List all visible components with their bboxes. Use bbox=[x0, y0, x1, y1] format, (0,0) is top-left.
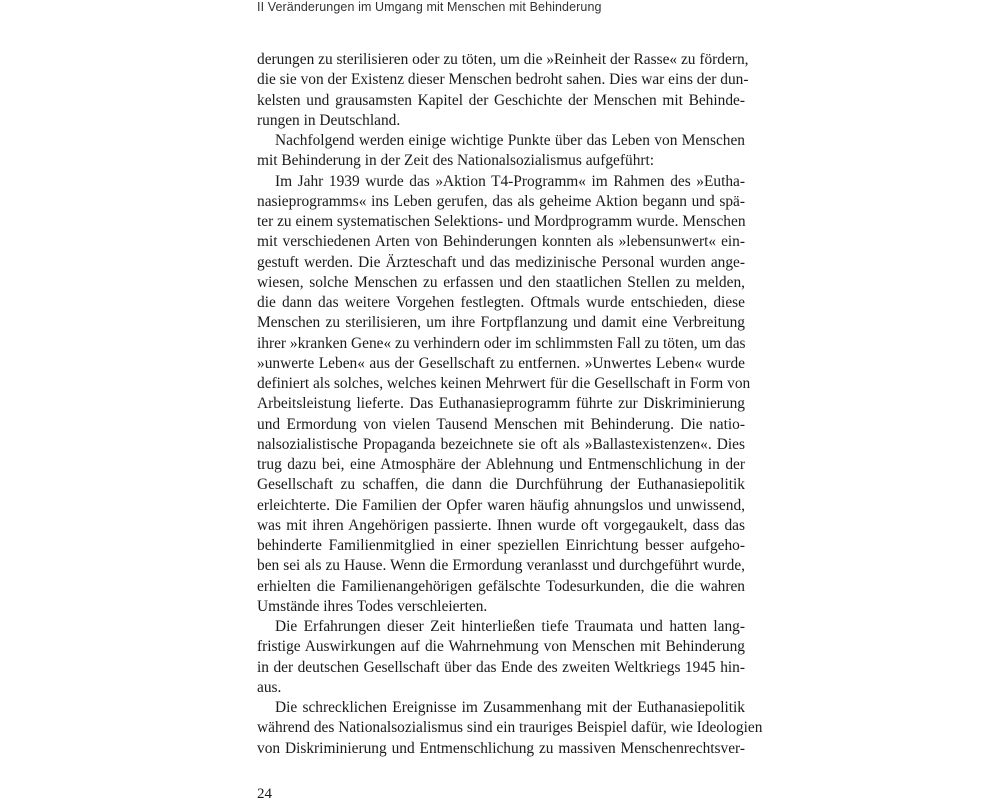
text-line: rungen in Deutschland. bbox=[257, 111, 401, 129]
text-line: nasieprogramms« ins Leben gerufen, das als geheime Aktion begann und spä- bbox=[257, 192, 745, 210]
text-line: erleichterte. Die Familien der Opfer waren häufig ahnungslos und unwissend, bbox=[257, 496, 745, 514]
text-line: fristige Auswirkungen auf die Wahrnehmung von Menschen mit Behinderung bbox=[257, 638, 745, 656]
text-line: Umstände ihres Todes verschleierten. bbox=[257, 597, 488, 615]
text-line: ben sei als zu Hause. Wenn die Ermordung veranlasst und durchgeführt wurde, bbox=[257, 557, 745, 575]
text-line: von Diskriminierung und Entmenschlichung zu massiven Menschenrechtsver- bbox=[257, 739, 745, 757]
page-number: 24 bbox=[257, 786, 272, 802]
text-line: Nachfolgend werden einige wichtige Punkte über das Leben von Menschen bbox=[275, 132, 745, 149]
text-line: Die Erfahrungen dieser Zeit hinterließen tiefe Traumata und hatten lang- bbox=[275, 618, 745, 635]
text-line: und Ermordung von vielen Tausend Menschen mit Behinderung. Die natio- bbox=[257, 415, 745, 433]
text-line: mit Behinderung in der Zeit des Nationalsozialismus aufgeführt: bbox=[257, 152, 655, 170]
text-line: ihrer »kranken Gene« zu verhindern oder im schlimmsten Fall zu töten, um das bbox=[257, 334, 746, 352]
text-line: die dann das weitere Vorgehen festlegten. Oftmals wurde entschieden, diese bbox=[257, 294, 745, 311]
text-line: trug dazu bei, eine Atmosphäre der Ablehnung und Entmenschlichung in der bbox=[257, 456, 745, 473]
running-header: II Veränderungen im Umgang mit Menschen mit Behinderung bbox=[257, 0, 602, 14]
text-line: aus. bbox=[257, 678, 282, 696]
text-line: ter zu einem systematischen Selektions- und Mordprogramm wurde. Menschen bbox=[257, 213, 746, 230]
text-line: während des Nationalsozialismus sind ein trauriges Beispiel dafür, wie Ideologien bbox=[257, 719, 763, 737]
text-line: erhielten die Familienangehörigen gefälschte Todesurkunden, die die wahren bbox=[257, 577, 745, 595]
text-line: in der deutschen Gesellschaft über das Ende des zweiten Weltkriegs 1945 hin- bbox=[257, 658, 745, 676]
text-line: Die schrecklichen Ereignisse im Zusammenhang mit der Euthanasiepolitik bbox=[275, 699, 745, 716]
text-line: behinderte Familienmitglied in einer speziellen Einrichtung besser aufgeho- bbox=[257, 537, 745, 554]
text-line: derungen zu sterilisieren oder zu töten, um die »Reinheit der Rasse« zu fördern, bbox=[257, 51, 749, 68]
text-line: definiert als solches, welches keinen Mehrwert für die Gesellschaft in Form von bbox=[257, 375, 751, 392]
text-line: nalsozialistische Propaganda bezeichnete sie oft als »Ballastexistenzen«. Dies bbox=[257, 435, 745, 453]
text-line: was mit ihren Angehörigen passierte. Ihnen wurde oft vorgegaukelt, dass das bbox=[257, 516, 745, 534]
text-line: Im Jahr 1939 wurde das »Aktion T4-Programm« im Rahmen des »Eutha- bbox=[275, 172, 745, 190]
text-line: kelsten und grausamsten Kapitel der Geschichte der Menschen mit Behinde- bbox=[257, 91, 745, 109]
text-line: Arbeitsleistung lieferte. Das Euthanasieprogramm führte zur Diskriminierung bbox=[257, 395, 745, 413]
text-line: gestuft werden. Die Ärzteschaft und das medizinische Personal wurden ange- bbox=[257, 253, 745, 271]
body-text bbox=[257, 50, 763, 759]
text-line: Menschen zu sterilisieren, um ihre Fortpflanzung und damit eine Verbreitung bbox=[257, 314, 745, 332]
text-line: mit verschiedenen Arten von Behinderungen konnten als »lebensunwert« ein- bbox=[257, 233, 745, 251]
text-line: Gesellschaft zu schaffen, die dann die Durchführung der Euthanasiepolitik bbox=[257, 476, 745, 494]
text-line: wiesen, solche Menschen zu erfassen und den staatlichen Stellen zu melden, bbox=[257, 273, 745, 291]
text-line: »unwerte Leben« aus der Gesellschaft zu entfernen. »Unwertes Leben« wurde bbox=[257, 354, 745, 372]
text-line: die sie von der Existenz dieser Menschen bedroht sahen. Dies war eins der dun- bbox=[257, 71, 749, 89]
